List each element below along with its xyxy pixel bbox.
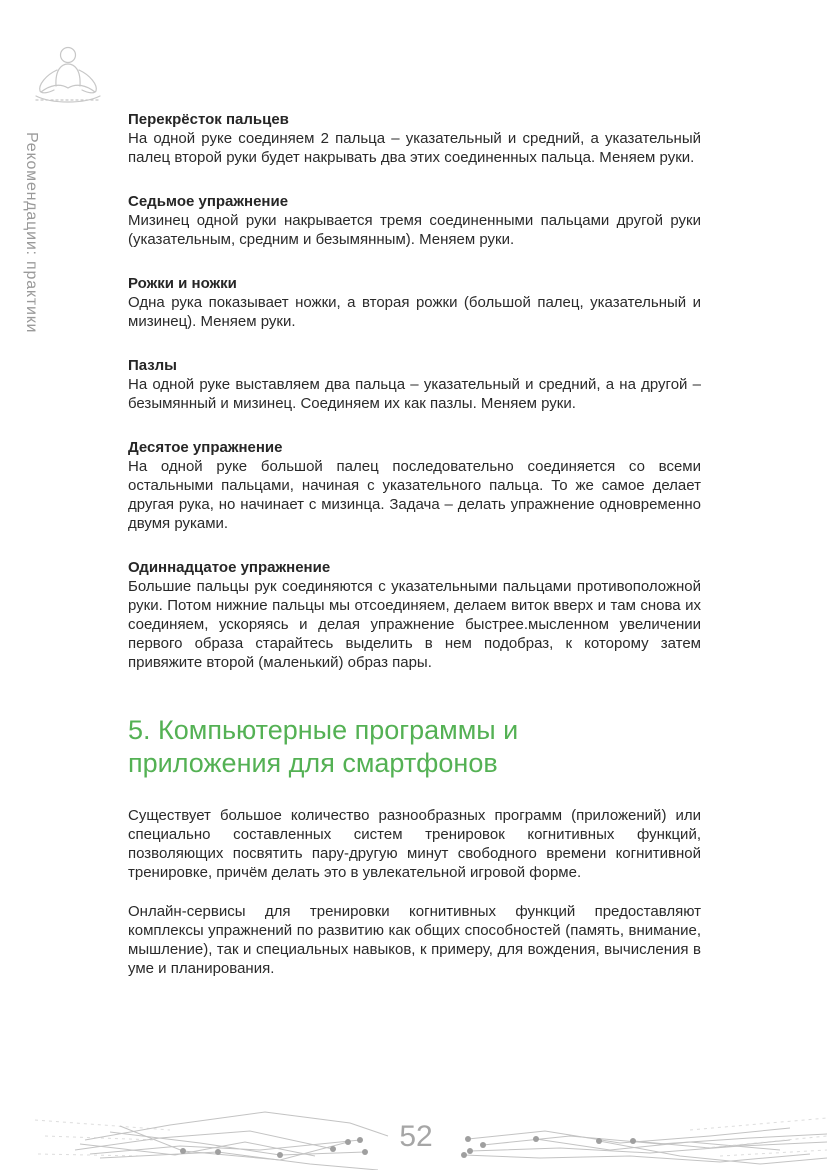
section-body: Большие пальцы рук соединяются с указательными пальцами противоположной руки. Потом нижние пальцы мы отсоединяем, делаем виток вверх и там снова их соединяем, ускоряясь и делая упражнение быстрее.мысленном увеличении первого образа старайтесь выделить в нем подобраз, к которому затем привяжите второй (маленький) образ пары. [128,578,701,671]
section-body: На одной руке большой палец последовательно соединяется со всеми остальными пальцами, начиная с указательного пальца. То же самое делает другая рука, но начинает с мизинца. Задача – делать упражнение одновременно двумя руками. [128,458,701,532]
plexus-decoration-right [450,1098,827,1170]
footer [0,1098,827,1170]
section-body: Одна рука показывает ножки, а вторая рожки (большой палец, указательный и мизинец). Меняем руки. [128,294,701,330]
chapter-heading: 5. Компьютерные программы и приложения для смартфонов [128,715,519,778]
section-horns-and-legs [128,274,701,331]
section-puzzles [128,356,701,413]
section-body: Мизинец одной руки накрывается тремя соединенными пальцами другой руки (указательным, средним и безымянным). Меняем руки. [128,212,701,248]
section-body: На одной руке соединяем 2 пальца – указательный и средний, а указательный палец второй руки будет накрывать два этих соединенных пальца. Меняем руки. [128,130,701,166]
section-seventh-exercise [128,192,701,249]
section-heading: Седьмое упражнение [128,193,289,210]
page-number: 52 [399,1120,433,1153]
section-body: На одной руке выставляем два пальца – указательный и средний, а на другой – безымянный и мизинец. Соединяем их как пазлы. Меняем руки. [128,376,701,412]
section-eleventh-exercise [128,558,701,672]
section-finger-cross [128,110,701,167]
section-tenth-exercise [128,438,701,533]
section-heading: Рожки и ножки [128,275,237,292]
content-area [128,110,701,998]
chapter-paragraph: Существует большое количество разнообразных программ (приложений) или специально составленных систем тренировок когнитивных функций, позволяющих посвятить пару-другую минут свободного времени когнитивной тренировке, причём делать это в увлекательной игровой форме. [128,807,701,881]
section-heading: Одиннадцатое упражнение [128,559,331,576]
meditation-icon [28,44,108,108]
section-heading: Пазлы [128,357,177,374]
plexus-decoration-left [30,1098,390,1170]
sidebar-vertical-title: Рекомендации: практики [23,132,40,334]
section-heading: Десятое упражнение [128,439,283,456]
section-heading: Перекрёсток пальцев [128,111,289,128]
chapter-paragraph: Онлайн-сервисы для тренировки когнитивных функций предоставляют комплексы упражнений по развитию как общих способностей (память, внимание, мышление), так и специальных навыков, к примеру, для вождения, вычисления в уме и планирования. [128,903,701,977]
